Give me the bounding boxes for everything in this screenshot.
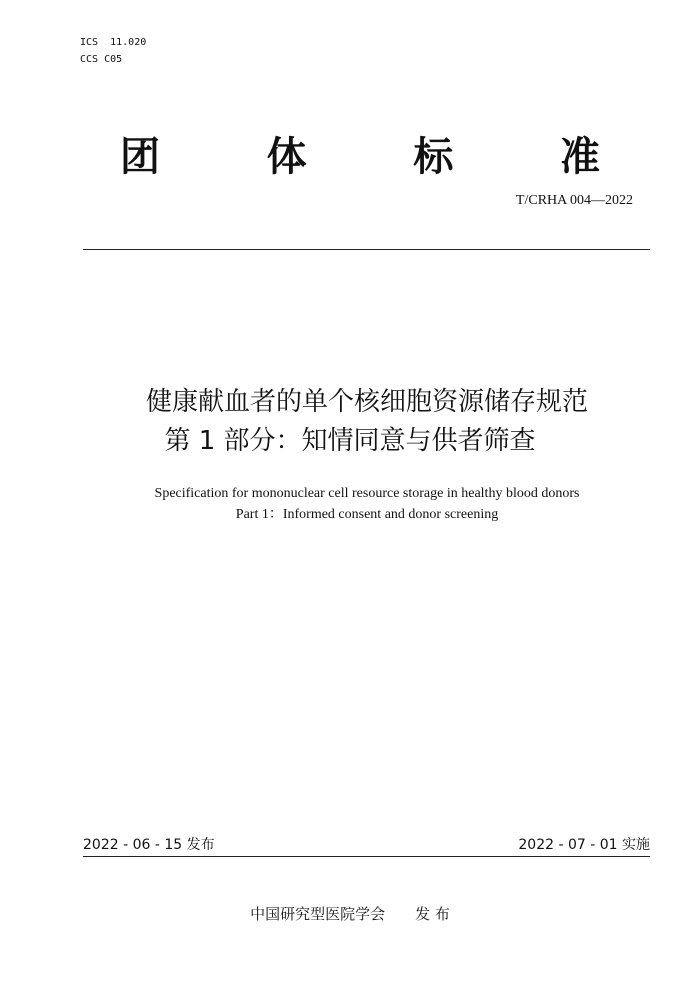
- publisher-action: 发 布: [415, 905, 450, 923]
- standard-type-heading: [80, 128, 640, 178]
- implementation-date: [518, 834, 650, 854]
- implementation-label: 实施: [622, 837, 650, 853]
- issue-date-value: 2022 - 06 - 15: [83, 837, 183, 853]
- english-title-line-2: Part 1：Informed consent and donor screening: [235, 507, 499, 522]
- standard-type-char: 准: [559, 133, 600, 180]
- standard-type-char: 团: [120, 133, 160, 180]
- issue-date: [83, 834, 215, 854]
- bottom-divider: [83, 856, 650, 857]
- implementation-date-value: 2022 - 07 - 01: [518, 837, 618, 853]
- publisher-line: [0, 903, 700, 924]
- publisher-name: 中国研究型医院学会: [250, 905, 386, 923]
- standard-type-char: 体: [266, 133, 307, 180]
- ccs-value: C05: [104, 54, 123, 65]
- top-divider: [83, 249, 650, 250]
- ccs-label: CCS: [80, 54, 99, 65]
- ics-code-row: [80, 34, 146, 51]
- classification-codes: [80, 34, 146, 68]
- issue-label: 发布: [186, 837, 215, 853]
- ics-label: ICS: [80, 37, 99, 48]
- ics-value: 11.020: [110, 37, 147, 48]
- chinese-title-line-2: 第 1 部分：知情同意与供者筛查: [164, 426, 536, 456]
- standard-number: T/CRHA 004—2022: [515, 193, 633, 208]
- english-title-line-1: Specification for mononuclear cell resource storage in healthy blood donors: [154, 486, 580, 501]
- ccs-code-row: [80, 51, 146, 68]
- standard-type-char: 标: [413, 133, 454, 180]
- chinese-title-line-1: 健康献血者的单个核细胞资源储存规范: [145, 387, 588, 417]
